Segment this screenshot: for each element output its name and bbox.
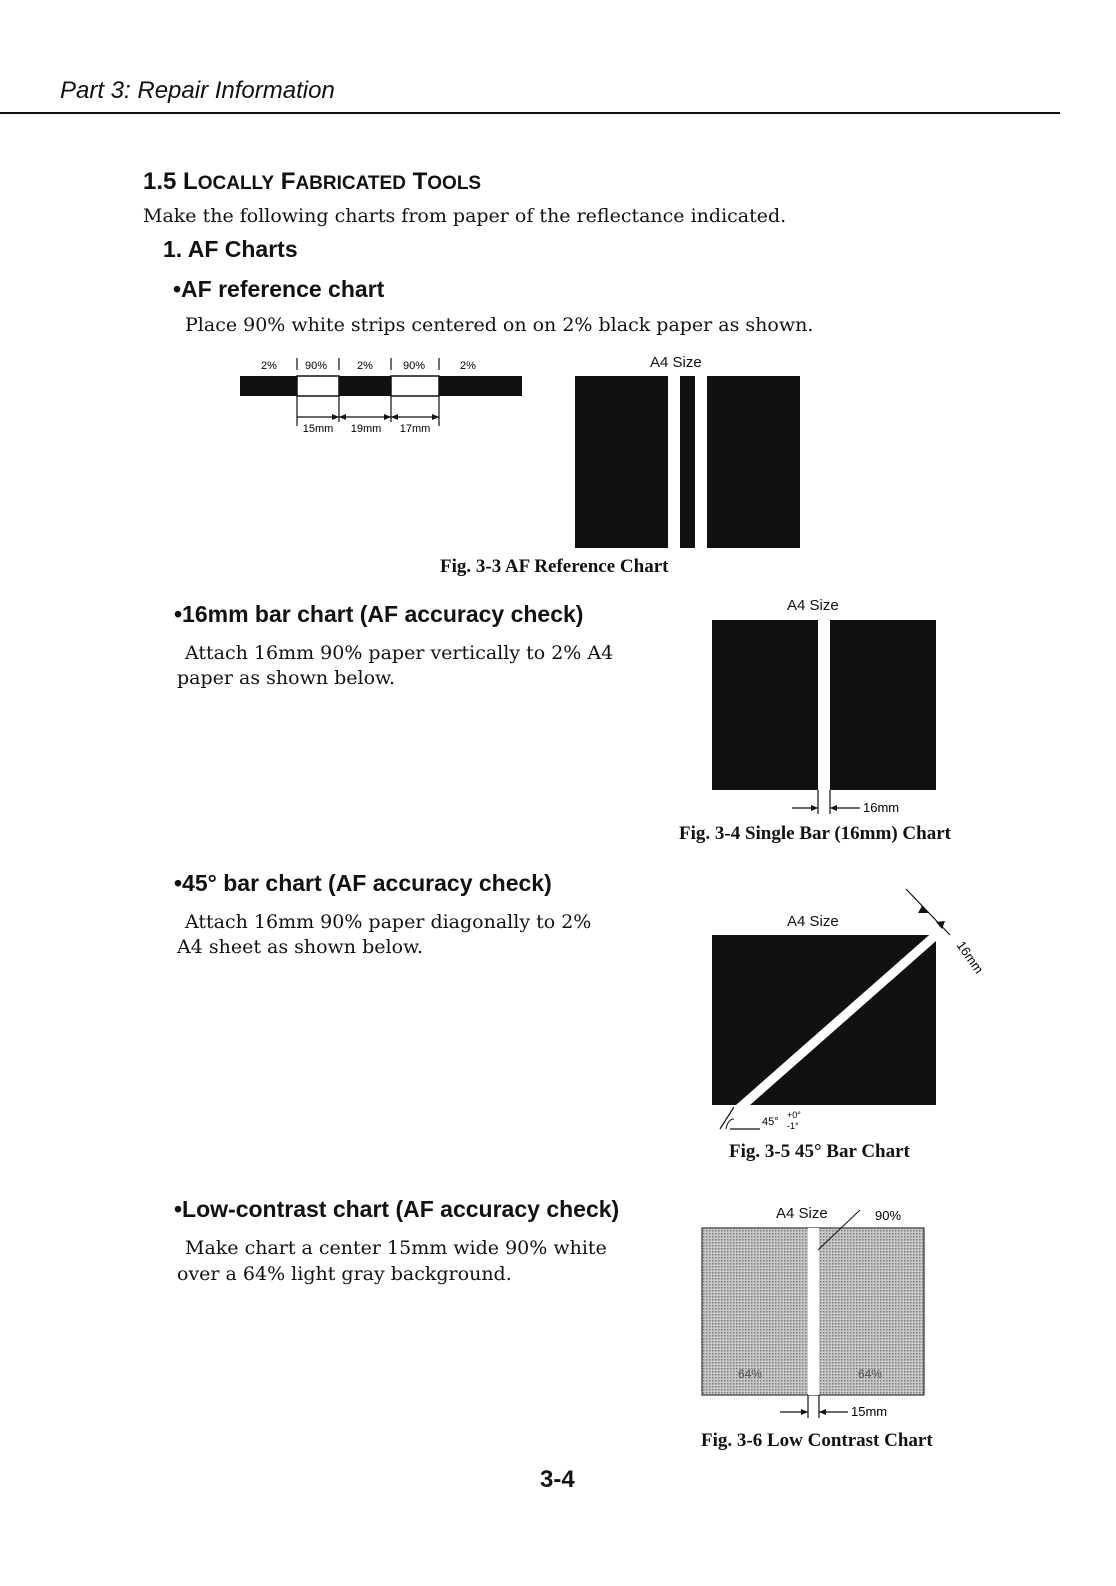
dim-label-15mm: 15mm (302, 423, 334, 435)
dim-label-17mm: 17mm (399, 423, 431, 435)
caption-fig-3-6: Fig. 3-6 Low Contrast Chart (701, 1430, 933, 1451)
bar16-heading: •16mm bar chart (AF accuracy check) (174, 601, 584, 627)
strip-label-4: 90% (402, 360, 426, 372)
subheading-af-charts: 1. AF Charts (163, 236, 298, 262)
bar16-a4-label: A4 Size (787, 597, 839, 614)
strip-white-1 (297, 376, 339, 396)
lowcontrast-90-label: 90% (875, 1208, 902, 1223)
strip-label-5: 2% (460, 360, 476, 372)
section-word-2: FABRICATED (280, 168, 406, 195)
bar45-tol-minus: -1° (787, 1121, 799, 1131)
bar16-body-line-2: paper as shown below. (177, 667, 396, 689)
bar16-white-bar (818, 620, 830, 790)
bar16-body-line-1: Attach 16mm 90% paper vertically to 2% A4 (185, 642, 614, 664)
lowcontrast-heading: •Low-contrast chart (AF accuracy check) (174, 1196, 620, 1222)
strip-label-3: 2% (357, 360, 373, 372)
lowcontrast-white-bar (808, 1228, 819, 1395)
caption-fig-3-5: Fig. 3-5 45° Bar Chart (729, 1141, 910, 1162)
af-reference-a4-label: A4 Size (650, 354, 702, 371)
strip-label-2: 90% (304, 360, 328, 372)
section-word-3: TOOLS (412, 168, 482, 195)
bar45-body-line-1: Attach 16mm 90% paper diagonally to 2% (185, 911, 592, 933)
section-number: 1.5 (143, 168, 177, 195)
af-reference-a4-chart (575, 376, 801, 549)
a4-white-strip-1 (668, 376, 680, 548)
dim-label-19mm: 19mm (350, 423, 382, 435)
section-title (143, 168, 481, 196)
bar45-body-line-2: A4 sheet as shown below. (177, 936, 424, 958)
a4-white-strip-2 (695, 376, 707, 548)
lowcontrast-64-label-left: 64% (738, 1367, 763, 1381)
page-number: 3-4 (540, 1466, 575, 1493)
lowcontrast-body-line-1: Make chart a center 15mm wide 90% white (185, 1237, 607, 1259)
a4-black-sheet (575, 376, 800, 548)
strip-black-paper (240, 376, 522, 396)
running-header: Part 3: Repair Information (60, 77, 335, 104)
bar16-dim-label: 16mm (863, 800, 900, 815)
lowcontrast-64-label-right: 64% (858, 1367, 883, 1381)
lowcontrast-chart (700, 1200, 950, 1424)
af-reference-strip-diagram (236, 352, 526, 442)
strip-white-2 (391, 376, 439, 396)
bar16-chart (700, 618, 950, 820)
caption-fig-3-4: Fig. 3-4 Single Bar (16mm) Chart (679, 823, 951, 844)
bar45-angle-label: 45° (762, 1116, 779, 1128)
bar45-tol-plus: +0° (787, 1110, 801, 1120)
header-rule (0, 112, 1060, 114)
af-reference-body: Place 90% white strips centered on on 2% black paper as shown. (185, 314, 814, 336)
lowcontrast-dim-label: 15mm (851, 1404, 888, 1419)
strip-label-1: 2% (261, 360, 277, 372)
lowcontrast-body-line-2: over a 64% light gray background. (177, 1263, 512, 1285)
af-reference-heading: •AF reference chart (173, 276, 385, 302)
section-word-1: LOCALLY (183, 168, 275, 195)
bar45-heading: •45° bar chart (AF accuracy check) (174, 870, 552, 896)
bar45-a4-label: A4 Size (787, 913, 839, 930)
section-intro: Make the following charts from paper of the reflectance indicated. (143, 205, 787, 227)
lowcontrast-a4-label: A4 Size (776, 1205, 828, 1222)
bar45-chart (700, 885, 1000, 1135)
caption-fig-3-3: Fig. 3-3 AF Reference Chart (440, 556, 669, 577)
bar45-dim-label: 16mm (953, 938, 987, 977)
